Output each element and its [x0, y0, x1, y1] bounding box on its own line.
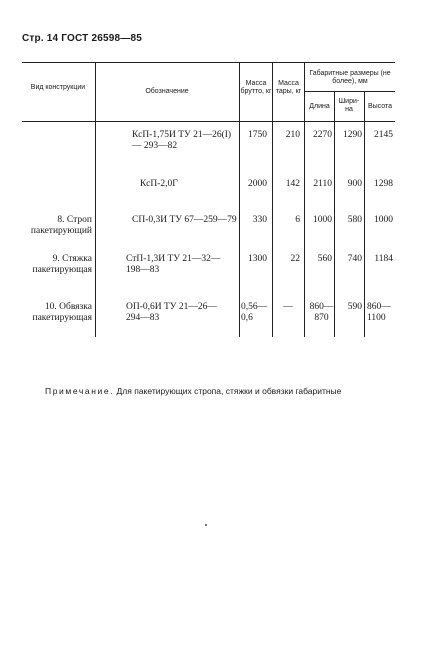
row-3-gross: 330 [252, 215, 267, 225]
row-4-designation: СтП-1,3И ТУ 21—32— 198—83 [126, 254, 221, 275]
row-2-height: 1298 [374, 179, 393, 189]
row-4-width: 740 [347, 254, 362, 264]
col-divider-6 [364, 91, 365, 337]
row-3-length: 1000 [313, 215, 332, 225]
row-5-designation: ОП-0,6И ТУ 21—26— 294—83 [126, 302, 217, 323]
page-header: Стр. 14 ГОСТ 26598—85 [22, 33, 142, 44]
row-3-width: 580 [347, 215, 362, 225]
row-4-tare: 22 [290, 254, 300, 264]
dimensions-subheader-rule [304, 91, 395, 92]
row-1-width: 1290 [343, 130, 362, 140]
col-divider-3 [272, 62, 273, 337]
table-top-rule [22, 62, 395, 63]
row-5-length: 860— 870 [309, 302, 334, 323]
row-4-height: 1184 [374, 254, 393, 264]
row-5-type: 10. Обвязка пакетирующая [32, 302, 92, 323]
page-speck [205, 524, 207, 526]
col-divider-1 [95, 62, 96, 337]
row-3-height: 1000 [374, 215, 393, 225]
header-length: Длина [309, 103, 330, 110]
header-type: Вид конструкции [30, 84, 86, 91]
header-designation: Обозначение [145, 88, 189, 95]
row-2-width: 900 [347, 179, 362, 189]
table-header-bottom-rule [22, 121, 395, 122]
header-dimensions: Габаритные размеры (не более), мм [309, 70, 391, 85]
col-divider-2 [239, 62, 240, 337]
row-5-width: 590 [347, 302, 362, 312]
row-3-designation: СП-0,3И ТУ 67—259—79 [132, 215, 237, 225]
row-2-designation: КсП-2,0Г [140, 179, 178, 189]
row-4-type: 9. Стяжка пакетирующая [32, 254, 92, 275]
row-2-gross: 2000 [248, 179, 267, 189]
row-1-length: 2270 [313, 130, 332, 140]
row-1-height: 2145 [374, 130, 393, 140]
header-width: Шири- на [338, 98, 360, 113]
row-3-type: 8. Строп пакетирующий [30, 215, 92, 236]
header-tare-mass: Масса тары, кг [275, 80, 302, 95]
row-3-tare: 6 [295, 215, 300, 225]
row-4-gross: 1300 [248, 254, 267, 264]
row-5-tare: — [283, 302, 293, 312]
row-1-tare: 210 [285, 130, 300, 140]
row-2-length: 2110 [313, 179, 332, 189]
row-4-length: 560 [317, 254, 332, 264]
row-2-tare: 142 [285, 179, 300, 189]
row-1-designation: КсП-1,75И ТУ 21—26(I)— 293—82 [132, 130, 232, 151]
col-divider-5 [334, 91, 335, 337]
note-text: Для пакетирующих стропа, стяжки и обвязки габаритные [116, 386, 342, 396]
header-gross-mass: Масса брутто, кг [240, 80, 272, 95]
header-height: Высота [367, 103, 393, 110]
row-5-height: 860— 1100 [367, 302, 391, 323]
row-5-gross: 0,56— 0,6 [241, 302, 268, 323]
table-note [45, 386, 405, 396]
row-1-gross: 1750 [248, 130, 267, 140]
note-label: Примечание. [45, 386, 115, 396]
